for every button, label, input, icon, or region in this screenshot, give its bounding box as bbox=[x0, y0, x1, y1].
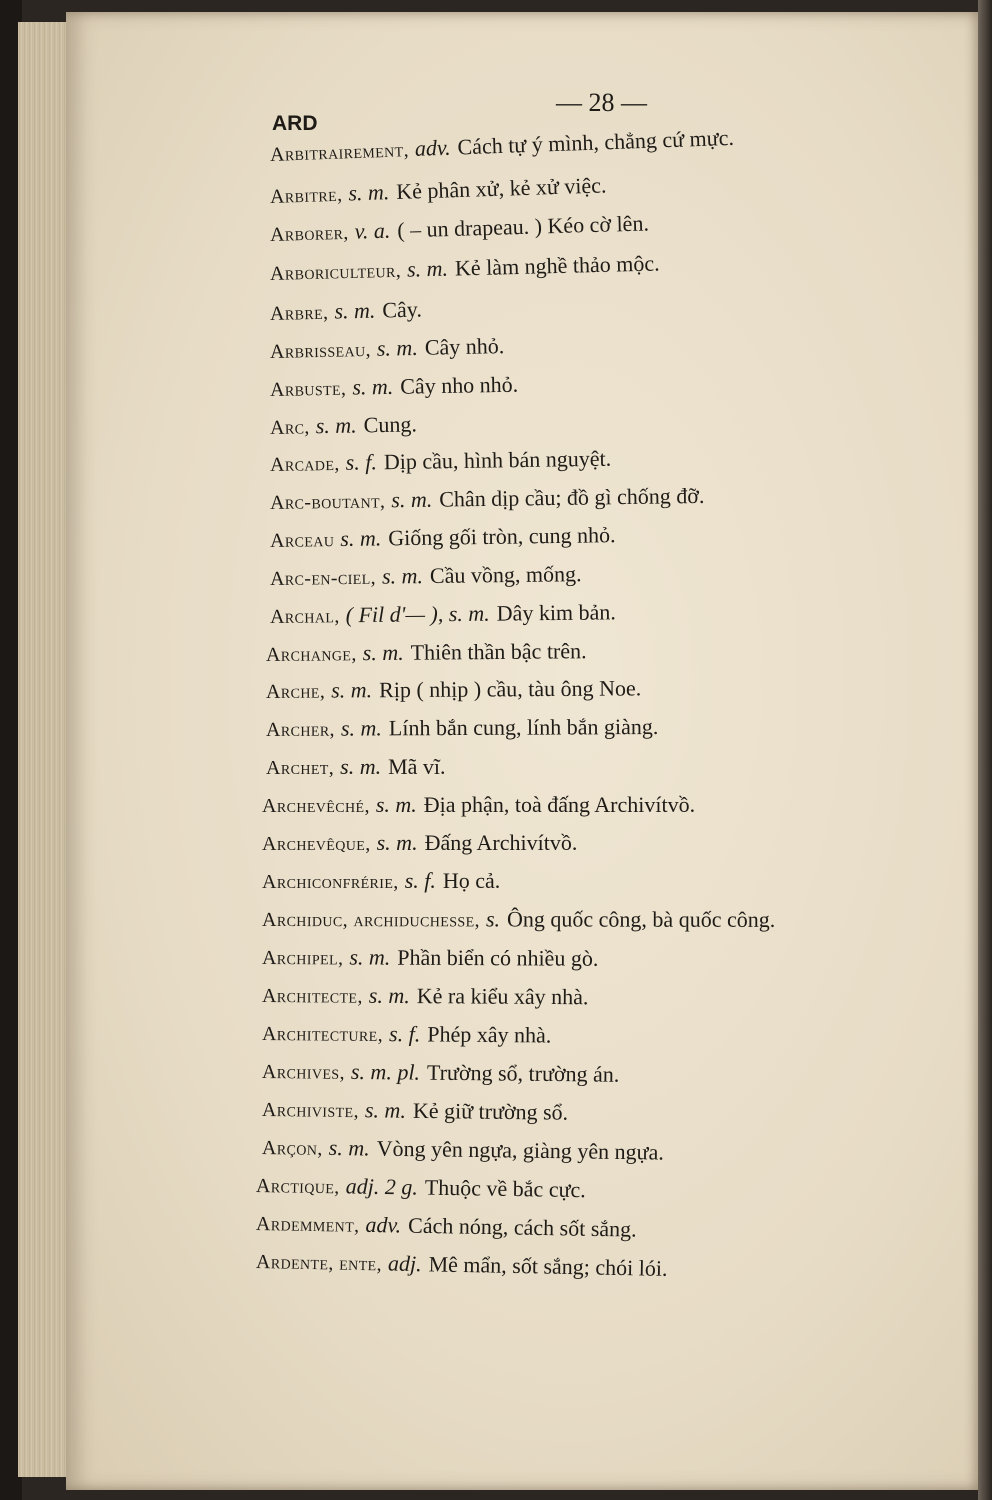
entry-grammar: s. m. bbox=[349, 944, 391, 970]
entry-definition: Mê mẩn, sốt sắng; chói lói. bbox=[428, 1251, 668, 1281]
entry-definition: Cây. bbox=[382, 296, 423, 323]
entry-grammar: ( Fil d'— ), s. m. bbox=[345, 600, 490, 628]
entry-headword: Archiviste, bbox=[261, 1099, 360, 1123]
dictionary-entry bbox=[270, 446, 612, 477]
entry-headword: Archal, bbox=[269, 605, 340, 628]
entry-headword: Arboriculteur, bbox=[269, 259, 402, 285]
entry-definition: Giống gối tròn, cung nhỏ. bbox=[388, 522, 616, 551]
entry-grammar: s. m. bbox=[368, 982, 410, 1009]
entry-definition: Kẻ làm nghề thảo mộc. bbox=[454, 250, 660, 281]
dictionary-entry bbox=[270, 333, 505, 364]
entry-definition: Phép xây nhà. bbox=[427, 1021, 552, 1048]
dictionary-entry bbox=[266, 638, 587, 667]
page-stack-edge bbox=[18, 22, 68, 1477]
entry-headword: Archevêché, bbox=[262, 795, 370, 817]
dictionary-entry bbox=[262, 1020, 552, 1049]
entry-grammar: s. bbox=[485, 906, 501, 932]
dictionary-entry bbox=[262, 944, 599, 972]
entry-grammar: adj. bbox=[387, 1250, 422, 1277]
entry-definition: Thiên thần bậc trên. bbox=[410, 638, 587, 665]
entry-headword: Archevêque, bbox=[262, 833, 371, 855]
entry-grammar: adv. bbox=[414, 134, 451, 161]
entry-definition: Cây nho nhỏ. bbox=[400, 371, 519, 399]
entry-definition: Dịp cầu, hình bán nguyệt. bbox=[383, 445, 612, 475]
dictionary-entry bbox=[262, 1096, 568, 1126]
dictionary-entry bbox=[270, 297, 422, 326]
entry-headword: Architecture, bbox=[261, 1023, 384, 1047]
entry-headword: Arc-en-ciel, bbox=[269, 566, 377, 590]
entry-grammar: s. m. bbox=[376, 830, 418, 855]
entry-headword: Archer, bbox=[265, 718, 335, 741]
entry-headword: Arcade, bbox=[269, 452, 340, 476]
entry-grammar: s. m. bbox=[315, 412, 357, 439]
dictionary-entry bbox=[266, 714, 658, 742]
entry-definition: Địa phận, toà đấng Archivítvồ. bbox=[423, 792, 696, 817]
running-head: ARD bbox=[272, 112, 318, 135]
entry-headword: Arbitre, bbox=[269, 183, 343, 208]
entry-grammar: s. m. bbox=[334, 297, 376, 324]
entry-definition: Cầu vồng, mống. bbox=[429, 561, 582, 589]
entry-definition: Rịp ( nhịp ) cầu, tàu ông Noe. bbox=[379, 675, 642, 703]
entry-definition: Kẻ ra kiểu xây nhà. bbox=[416, 983, 589, 1010]
entry-grammar: s. f. bbox=[345, 449, 378, 475]
entry-definition: Đấng Archivítvồ. bbox=[424, 830, 578, 855]
entry-definition: Thuộc về bắc cực. bbox=[424, 1174, 586, 1203]
entry-definition: Kẻ giữ trường sổ. bbox=[412, 1097, 569, 1125]
entry-headword: Ardente, ente, bbox=[255, 1251, 383, 1276]
entry-definition: Phần biển có nhiều gò. bbox=[397, 944, 599, 971]
entry-grammar: s. m. bbox=[391, 486, 433, 513]
entry-headword: Arbrisseau, bbox=[269, 338, 372, 363]
entry-grammar: s. m. bbox=[364, 1097, 407, 1123]
entry-grammar: s. m. bbox=[347, 179, 390, 206]
entry-headword: Ardemment, bbox=[255, 1213, 360, 1237]
dictionary-entry bbox=[262, 1058, 620, 1088]
dictionary-entry bbox=[270, 599, 616, 629]
entry-definition: Kẻ phân xử, kẻ xử việc. bbox=[395, 172, 607, 205]
entry-grammar: adv. bbox=[365, 1211, 402, 1238]
entry-definition: ( – un drapeau. ) Kéo cờ lên. bbox=[396, 210, 650, 243]
entry-definition: Cách nóng, cách sốt sắng. bbox=[407, 1212, 637, 1242]
entry-headword: Arche, bbox=[265, 680, 326, 703]
entry-definition: Ông quốc công, bà quốc công. bbox=[507, 906, 776, 932]
entry-definition: Dây kim bản. bbox=[496, 599, 616, 626]
entry-headword: Archiduc, archiduchesse, bbox=[261, 909, 480, 932]
entry-headword: Arctique, bbox=[255, 1175, 340, 1199]
entry-headword: Archiconfrérie, bbox=[262, 871, 399, 893]
entry-definition: Chân dịp cầu; đồ gì chống đỡ. bbox=[439, 482, 705, 512]
entry-definition: Cây nhỏ. bbox=[424, 333, 505, 360]
entry-headword: Arbre, bbox=[269, 301, 329, 325]
dictionary-entry bbox=[256, 1172, 586, 1203]
entry-definition: Cách tự ý mình, chẳng cứ mực. bbox=[457, 124, 735, 160]
entry-grammar: s. m. bbox=[375, 792, 417, 817]
entry-definition: Lính bắn cung, lính bắn giàng. bbox=[388, 713, 659, 741]
page-number: — 28 — bbox=[556, 88, 647, 117]
dictionary-entry bbox=[270, 522, 616, 553]
entry-grammar: s. m. bbox=[328, 1134, 370, 1161]
entry-headword: Arborer, bbox=[269, 221, 349, 246]
dictionary-entry bbox=[262, 792, 695, 818]
entry-grammar: s. f. bbox=[404, 868, 436, 893]
dictionary-entry bbox=[262, 982, 589, 1010]
entry-definition: Họ cả. bbox=[442, 868, 501, 893]
dictionary-entry bbox=[270, 561, 582, 591]
entry-headword: Arceau bbox=[269, 529, 335, 552]
entry-grammar: s. m. bbox=[340, 715, 382, 741]
entry-grammar: s. m. bbox=[340, 525, 382, 552]
dictionary-entry bbox=[270, 372, 519, 402]
entry-headword: Archet, bbox=[266, 757, 335, 779]
dictionary-entry bbox=[266, 754, 446, 780]
entry-definition: Mã vĩ. bbox=[388, 754, 446, 779]
entry-definition: Vòng yên ngựa, giàng yên ngựa. bbox=[376, 1135, 665, 1165]
entry-grammar: s. m. bbox=[331, 677, 373, 703]
dictionary-entry bbox=[266, 675, 641, 704]
entry-headword: Archipel, bbox=[261, 947, 344, 970]
entry-grammar: s. m. bbox=[340, 754, 382, 779]
dictionary-entry bbox=[262, 868, 500, 894]
dictionary-entry bbox=[270, 411, 417, 440]
entry-grammar: adj. 2 g. bbox=[345, 1173, 419, 1200]
entry-headword: Arc, bbox=[269, 416, 310, 439]
page-right-shadow bbox=[978, 0, 992, 1500]
entry-grammar: s. m. bbox=[352, 373, 394, 400]
entry-headword: Archange, bbox=[265, 643, 357, 666]
entry-headword: Arbitrairement, bbox=[269, 139, 410, 166]
entry-headword: Architecte, bbox=[261, 985, 363, 1008]
entry-grammar: s. f. bbox=[388, 1021, 421, 1047]
entry-grammar: s. m. bbox=[381, 563, 424, 589]
entry-grammar: s. m. bbox=[376, 334, 419, 361]
entry-definition: Cung. bbox=[363, 411, 418, 438]
entry-headword: Arc-boutant, bbox=[269, 490, 386, 514]
entry-grammar: s. m. bbox=[362, 639, 404, 666]
entry-definition: Trường sổ, trường án. bbox=[426, 1059, 620, 1087]
entry-headword: Arbuste, bbox=[269, 377, 347, 401]
dictionary-entry bbox=[262, 906, 775, 933]
entry-headword: Arçon, bbox=[261, 1137, 323, 1160]
dictionary-entry bbox=[262, 830, 577, 856]
entry-headword: Archives, bbox=[261, 1061, 346, 1084]
entry-grammar: s. m. bbox=[406, 255, 449, 282]
entry-grammar: v. a. bbox=[354, 217, 391, 244]
entry-grammar: s. m. pl. bbox=[350, 1058, 421, 1085]
